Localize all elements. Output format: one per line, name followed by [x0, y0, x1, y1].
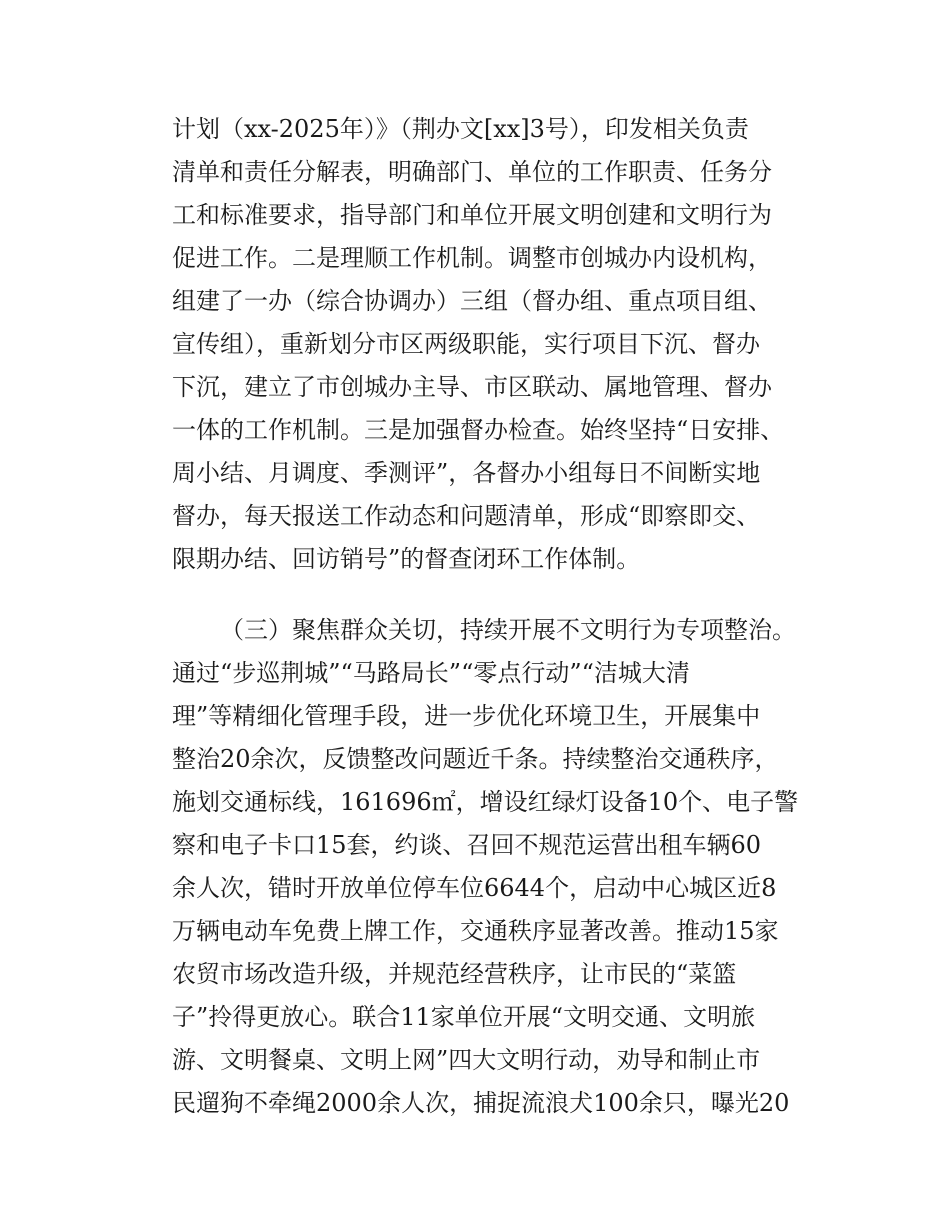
text-line: 通过“步巡荆城”“马路局长”“零点行动”“洁城大清 [172, 659, 690, 687]
section-heading-line: （三）聚焦群众关切，持续开展不文明行为专项整治。 [220, 616, 796, 644]
text-line: 整治20余次，反馈整改问题近千条。持续整治交通秩序， [172, 745, 779, 773]
text-line: 组建了一办（综合协调办）三组（督办组、重点项目组、 [172, 287, 772, 315]
text-line: 游、文明餐桌、文明上网”四大文明行动，劝导和制止市 [172, 1046, 761, 1074]
text-line: 子”拎得更放心。联合11家单位开展“文明交通、文明旅 [172, 1003, 756, 1031]
paragraph-1 [172, 108, 812, 581]
paragraph-gap [172, 581, 812, 609]
text-line: 工和标准要求，指导部门和单位开展文明创建和文明行为 [172, 201, 772, 229]
text-line: 清单和责任分解表，明确部门、单位的工作职责、任务分 [172, 158, 772, 186]
text-line: 察和电子卡口15套，约谈、召回不规范运营出租车辆60 [172, 831, 762, 859]
text-line: 限期办结、回访销号”的督查闭环工作体制。 [172, 545, 641, 573]
text-line: 农贸市场改造升级，并规范经营秩序，让市民的“菜篮 [172, 960, 737, 988]
document-body [172, 108, 812, 1125]
text-line: 余人次，错时开放单位停车位6644个，启动中心城区近8 [172, 874, 777, 902]
text-line: 促进工作。二是理顺工作机制。调整市创城办内设机构， [172, 244, 772, 272]
text-line: 万辆电动车免费上牌工作，交通秩序显著改善。推动15家 [172, 917, 779, 945]
text-line: 民遛狗不牵绳2000余人次，捕捉流浪犬100余只，曝光20 [172, 1089, 790, 1117]
text-line: 周小结、月调度、季测评”，各督办小组每日不间断实地 [172, 459, 761, 487]
text-line: 宣传组），重新划分市区两级职能，实行项目下沉、督办 [172, 330, 760, 358]
text-line: 督办，每天报送工作动态和问题清单，形成“即察即交、 [172, 502, 761, 530]
text-line: 施划交通标线，161696㎡，增设红绿灯设备10个、电子警 [172, 788, 799, 816]
text-line: 一体的工作机制。三是加强督办检查。始终坚持“日安排、 [172, 416, 785, 444]
paragraph-2 [172, 609, 812, 1125]
text-line: 理”等精细化管理手段，进一步优化环境卫生，开展集中 [172, 702, 761, 730]
text-line: 下沉，建立了市创城办主导、市区联动、属地管理、督办 [172, 373, 772, 401]
text-line: 计划（xx-2025年）》（荆办文[xx]3号），印发相关负责 [172, 115, 749, 143]
